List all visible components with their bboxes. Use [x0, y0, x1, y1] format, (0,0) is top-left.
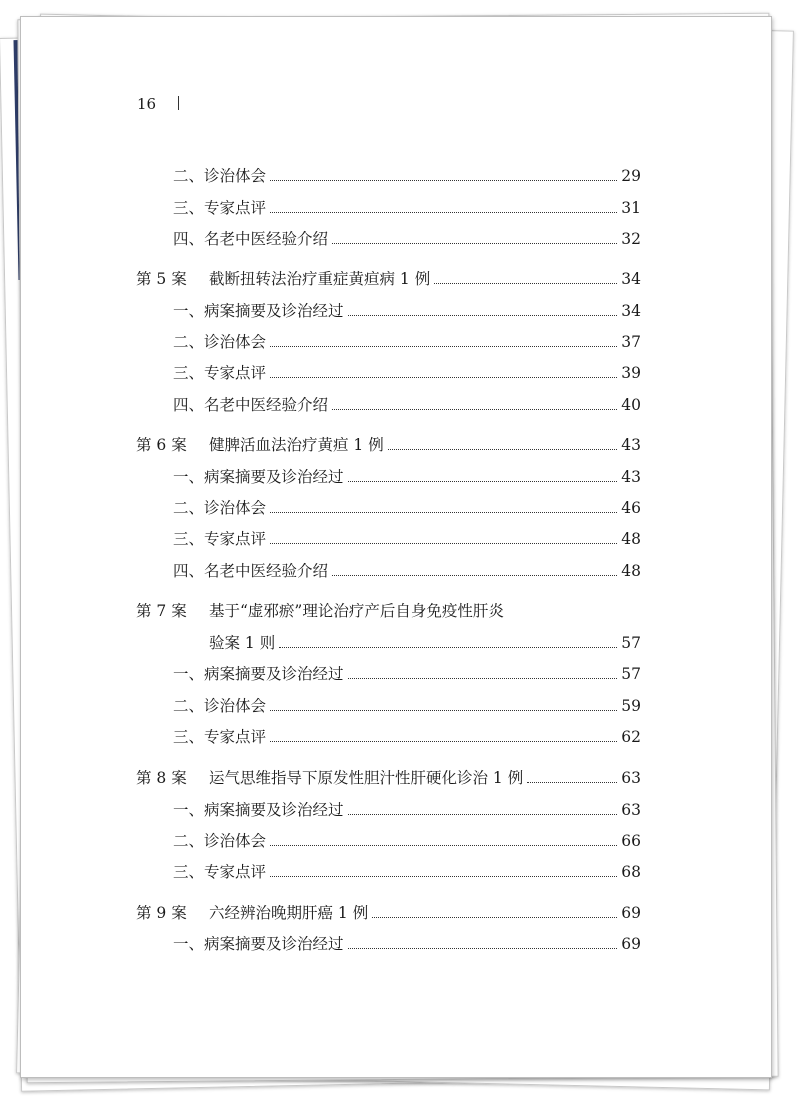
toc-leader-dots	[279, 623, 617, 648]
toc-entry	[21, 798, 771, 822]
toc-leader-dots	[270, 717, 617, 742]
toc-entry	[21, 496, 771, 520]
toc-entry	[21, 330, 771, 354]
toc-entry	[21, 901, 771, 925]
toc-page-number: 68	[621, 863, 641, 881]
book-page	[20, 16, 772, 1078]
toc-entry	[21, 465, 771, 489]
toc-leader-dots	[348, 924, 617, 949]
toc-page-number: 34	[621, 270, 641, 288]
toc-page-number: 37	[621, 333, 641, 351]
toc-leader-dots	[270, 821, 617, 846]
toc-entry-title: 二、诊治体会	[173, 832, 267, 850]
toc-page-number: 69	[621, 935, 641, 953]
toc-entry-title: 运气思维指导下原发性胆汁性肝硬化诊治 1 例	[209, 769, 524, 787]
toc-page-number: 62	[621, 728, 641, 746]
toc-entry-title: 三、专家点评	[173, 199, 267, 217]
toc-leader-dots	[348, 790, 617, 815]
toc-case-label: 第 9 案	[136, 904, 187, 922]
toc-entry-title: 截断扭转法治疗重症黄疸病 1 例	[209, 270, 431, 288]
toc-entry-title: 一、病案摘要及诊治经过	[173, 468, 344, 486]
toc-entry	[21, 694, 771, 718]
toc-leader-dots	[527, 758, 617, 783]
toc-entry-title: 二、诊治体会	[173, 333, 267, 351]
toc-entry	[21, 631, 771, 655]
toc-page-number: 43	[621, 436, 641, 454]
toc-case-label: 第 6 案	[136, 436, 187, 454]
toc-page-number: 40	[621, 396, 641, 414]
toc-entry-title: 一、病案摘要及诊治经过	[173, 801, 344, 819]
toc-page-number: 32	[621, 230, 641, 248]
toc-entry	[21, 829, 771, 853]
toc-page-number: 39	[621, 364, 641, 382]
toc-entry	[21, 227, 771, 251]
toc-page-number: 59	[621, 697, 641, 715]
page-header	[137, 95, 179, 113]
toc-entry	[21, 393, 771, 417]
toc-entry-title: 二、诊治体会	[173, 499, 267, 517]
toc-leader-dots	[270, 353, 617, 378]
toc-entry	[21, 662, 771, 686]
toc-entry-title: 四、名老中医经验介绍	[173, 562, 329, 580]
toc-entry-title: 四、名老中医经验介绍	[173, 230, 329, 248]
toc-page-number: 48	[621, 562, 641, 580]
page-number: 16	[137, 95, 157, 113]
toc-page-number: 43	[621, 468, 641, 486]
toc-entry	[21, 299, 771, 323]
header-divider	[178, 96, 179, 110]
toc-leader-dots	[348, 654, 617, 679]
toc-entry-title: 四、名老中医经验介绍	[173, 396, 329, 414]
toc-leader-dots	[372, 893, 617, 918]
toc-leader-dots	[332, 551, 617, 576]
toc-entry	[21, 267, 771, 291]
toc-entry-title: 一、病案摘要及诊治经过	[173, 665, 344, 683]
toc-case-label: 第 7 案	[136, 602, 187, 620]
toc-page-number: 66	[621, 832, 641, 850]
toc-page-number: 29	[621, 167, 641, 185]
toc-entry-title: 三、专家点评	[173, 863, 267, 881]
toc-page-number: 57	[621, 634, 641, 652]
toc-leader-dots	[434, 259, 617, 284]
toc-leader-dots	[332, 385, 617, 410]
toc-entry-title: 验案 1 则	[209, 634, 276, 652]
toc-entry-title: 基于“虚邪瘀”理论治疗产后自身免疫性肝炎	[209, 602, 504, 620]
toc-leader-dots	[270, 156, 617, 181]
toc-entry-title: 健脾活血法治疗黄疸 1 例	[209, 436, 384, 454]
toc-entry-title: 二、诊治体会	[173, 167, 267, 185]
toc-entry	[21, 164, 771, 188]
toc-entry	[21, 527, 771, 551]
toc-entry-title: 三、专家点评	[173, 364, 267, 382]
toc-page-number: 46	[621, 499, 641, 517]
toc-entry	[21, 860, 771, 884]
toc-page-number: 31	[621, 199, 641, 217]
toc-leader-dots	[270, 188, 617, 213]
toc-leader-dots	[348, 291, 617, 316]
toc-leader-dots	[270, 322, 617, 347]
toc-entry-title: 三、专家点评	[173, 728, 267, 746]
toc-case-label: 第 8 案	[136, 769, 187, 787]
toc-leader-dots	[270, 519, 617, 544]
toc-leader-dots	[270, 852, 617, 877]
toc-page-number: 34	[621, 302, 641, 320]
toc-entry	[21, 361, 771, 385]
toc-entry-title: 三、专家点评	[173, 530, 267, 548]
toc-entry-title: 六经辨治晚期肝癌 1 例	[209, 904, 369, 922]
toc-entry	[21, 433, 771, 457]
toc-leader-dots	[270, 488, 617, 513]
toc-entry-title: 一、病案摘要及诊治经过	[173, 935, 344, 953]
toc-entry	[21, 932, 771, 956]
toc-leader-dots	[270, 686, 617, 711]
toc-entry	[21, 599, 771, 623]
toc-page-number: 48	[621, 530, 641, 548]
toc-page-number: 57	[621, 665, 641, 683]
toc-entry	[21, 559, 771, 583]
toc-entry	[21, 766, 771, 790]
toc-case-label: 第 5 案	[136, 270, 187, 288]
toc-page-number: 63	[621, 769, 641, 787]
toc-entry-title: 一、病案摘要及诊治经过	[173, 302, 344, 320]
toc-page-number: 63	[621, 801, 641, 819]
toc-leader-dots	[348, 457, 617, 482]
toc-entry	[21, 725, 771, 749]
toc-leader-dots	[332, 219, 617, 244]
toc-leader-dots	[388, 425, 617, 450]
toc-page-number: 69	[621, 904, 641, 922]
toc-entry-title: 二、诊治体会	[173, 697, 267, 715]
toc-entry	[21, 196, 771, 220]
